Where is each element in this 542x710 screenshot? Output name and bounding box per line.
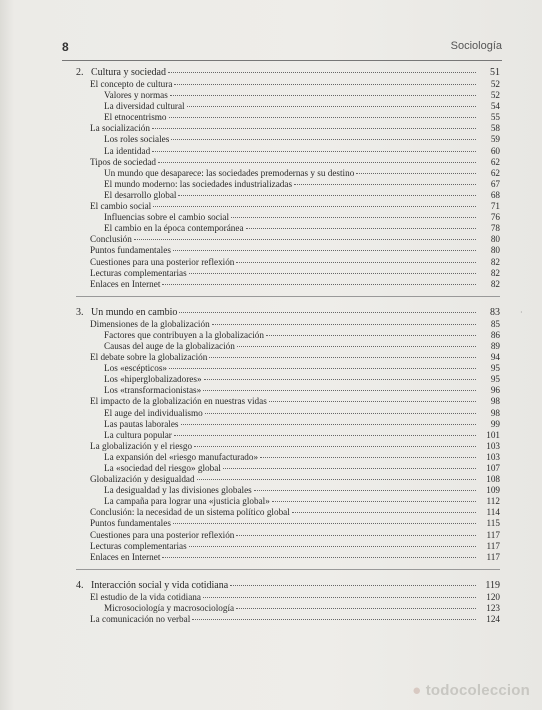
dot-leader [272, 501, 476, 502]
toc-entry-title: Cultura y sociedad [91, 67, 166, 78]
toc-entry [76, 614, 500, 625]
toc-entry-page: 54 [490, 101, 500, 112]
toc-entry-page: 117 [486, 551, 500, 562]
dot-leader [152, 128, 476, 129]
toc-entry-title: Interacción social y vida cotidiana [91, 579, 229, 591]
toc-entry-title: La expansión del «riesgo manufacturado» [104, 451, 259, 462]
toc-entry [76, 452, 500, 463]
dot-leader [189, 273, 476, 274]
toc-entry-title: El cambio social [90, 201, 152, 212]
toc-entry-page: 76 [490, 212, 500, 223]
toc-entry-title: Dimensiones de la globalización [90, 318, 210, 329]
page-number: 8 [62, 40, 69, 54]
dot-leader [231, 217, 476, 218]
toc-entry-page: 108 [486, 474, 500, 485]
toc-entry-page: 123 [486, 602, 500, 613]
toc-entry-title: Causas del auge de la globalización [104, 340, 235, 351]
dot-leader [236, 535, 476, 536]
toc-entry-page: 107 [486, 463, 500, 473]
toc-entry-page: 68 [490, 189, 500, 200]
dot-leader [181, 424, 477, 425]
toc-entry-page: 115 [486, 518, 500, 529]
margin-mark: · [520, 308, 523, 317]
dot-leader [209, 357, 476, 358]
dot-leader [192, 619, 476, 620]
toc-entry [76, 341, 500, 352]
toc-entry-page: 86 [490, 329, 500, 340]
toc-entry-title: Lecturas complementarias [90, 540, 187, 551]
toc-entry-title: Las pautas laborales [104, 418, 179, 429]
page-header [62, 40, 502, 58]
toc-entry [76, 485, 500, 496]
toc-entry [76, 430, 500, 441]
toc-entry-page: 83 [490, 306, 500, 318]
toc-entry [76, 212, 500, 223]
dot-leader [236, 608, 476, 609]
toc-entry-title: Factores que contribuyen a la globalización [104, 329, 264, 340]
toc-entry [76, 419, 500, 430]
toc-entry-title: Puntos fundamentales [90, 518, 171, 529]
toc-entry-page: 124 [486, 614, 500, 625]
toc-entry [76, 112, 500, 123]
toc-entry-page: 95 [490, 374, 500, 385]
chapter-number: 4. [76, 579, 84, 591]
watermark-logo: ● todocoleccion [412, 682, 530, 699]
toc-chapter-heading [76, 66, 500, 79]
toc-entry-title: Lecturas complementarias [90, 267, 187, 278]
toc-entry [76, 441, 500, 452]
dot-leader [223, 468, 476, 469]
toc-entry-title: El debate sobre la globalización [90, 352, 208, 363]
toc-entry-title: El etnocentrismo [104, 112, 167, 123]
toc-entry [76, 90, 500, 101]
toc-entry-title: Enlaces en Internet [90, 551, 161, 562]
toc-entry-page: 120 [486, 591, 500, 602]
toc-entry [76, 330, 500, 341]
dot-leader [152, 151, 476, 152]
dot-leader [197, 479, 476, 480]
toc-entry-title: La «sociedad del riesgo» global [104, 463, 221, 473]
toc-entry-page: 67 [490, 178, 500, 189]
toc-entry-page: 60 [490, 145, 500, 156]
toc-entry [76, 408, 500, 419]
dot-leader [205, 413, 476, 414]
toc-entry-title: La globalización y el riesgo [90, 440, 193, 451]
toc-entry [76, 245, 500, 256]
dot-leader [162, 284, 476, 285]
toc-entry-page: 55 [490, 112, 500, 123]
dot-leader [169, 368, 476, 369]
toc-entry-page: 85 [490, 318, 500, 329]
toc-chapter [76, 66, 500, 297]
toc-entry [76, 179, 500, 190]
toc-entry [76, 134, 500, 145]
toc-entry [76, 234, 500, 245]
toc-entry-title: La desigualdad y las divisiones globales [104, 485, 252, 496]
toc-entry-title: Puntos fundamentales [90, 245, 171, 256]
toc-entry-page: 82 [490, 267, 500, 278]
dot-leader [203, 597, 476, 598]
chapter-number: 3. [76, 306, 84, 318]
dot-leader [292, 512, 476, 513]
toc-chapter [76, 579, 500, 631]
toc-entry-page: 51 [490, 67, 500, 78]
toc-entry-page: 82 [490, 278, 500, 289]
toc-entry [76, 279, 500, 290]
dot-leader [179, 312, 476, 313]
dot-leader [246, 228, 476, 229]
dot-leader [153, 206, 476, 207]
toc-entry [76, 507, 500, 518]
toc-entry [76, 518, 500, 529]
toc-entry-title: El impacto de la globalización en nuestras vidas [90, 396, 267, 407]
toc-entry-title: Conclusión [90, 234, 132, 245]
toc-entry-title: Microsociología y macrosociología [104, 602, 235, 613]
toc-entry-page: 52 [490, 79, 500, 89]
toc-entry-title: Los «transformacionistas» [104, 385, 202, 396]
toc-entry [76, 168, 500, 179]
toc-entry-page: 101 [486, 429, 500, 440]
toc-entry [76, 123, 500, 134]
dot-leader [203, 390, 476, 391]
toc-entry-title: Tipos de sociedad [90, 156, 157, 167]
toc-entry-page: 98 [490, 407, 500, 418]
toc-entry-title: La identidad [104, 145, 151, 156]
toc-entry [76, 257, 500, 268]
toc-entry [76, 223, 500, 234]
toc-entry-title: La socialización [90, 123, 150, 134]
dot-leader [170, 95, 476, 96]
toc-entry [76, 352, 500, 363]
toc-entry-title: El auge del individualismo [104, 407, 203, 418]
toc-entry [76, 146, 500, 157]
dot-leader [230, 585, 476, 586]
toc-entry-page: 103 [486, 440, 500, 451]
toc-entry [76, 552, 500, 563]
toc-chapter-heading [76, 306, 500, 319]
toc-entry-page: 94 [490, 352, 500, 363]
table-of-contents [76, 66, 500, 640]
toc-entry-page: 58 [490, 123, 500, 134]
dot-leader [178, 195, 476, 196]
toc-entry-page: 80 [490, 245, 500, 256]
dot-leader [189, 546, 476, 547]
toc-entry [76, 496, 500, 507]
toc-entry [76, 79, 500, 90]
toc-chapter-heading [76, 579, 500, 592]
toc-entry-title: El cambio en la época contemporánea [104, 223, 244, 234]
toc-entry-page: 80 [490, 234, 500, 245]
toc-entry-title: Los «hiperglobalizadores» [104, 374, 202, 385]
dot-leader [187, 106, 476, 107]
chapter-number: 2. [76, 67, 84, 78]
dot-leader [294, 184, 476, 185]
toc-entry-title: La campaña para lograr una «justicia global» [104, 496, 270, 507]
toc-entry-title: Los roles sociales [104, 134, 170, 145]
running-head: Sociología [450, 40, 502, 52]
toc-entry-title: Un mundo que desaparece: las sociedades premodernas y su destino [104, 167, 355, 178]
toc-entry [76, 603, 500, 614]
toc-entry [76, 268, 500, 279]
toc-entry-page: 117 [486, 529, 500, 540]
toc-entry-title: Los «escépticos» [104, 363, 168, 374]
header-rule [62, 60, 502, 61]
dot-leader [171, 139, 476, 140]
toc-entry [76, 363, 500, 374]
toc-entry-page: 62 [490, 167, 500, 178]
toc-entry-title: La comunicación no verbal [90, 614, 191, 625]
toc-entry-page: 99 [490, 418, 500, 429]
toc-entry-page: 109 [486, 485, 500, 496]
dot-leader [169, 117, 476, 118]
dot-leader [254, 490, 476, 491]
toc-entry-page: 95 [490, 363, 500, 374]
dot-leader [260, 457, 476, 458]
dot-leader [212, 324, 476, 325]
toc-entry-page: 89 [490, 340, 500, 351]
toc-chapter [76, 306, 500, 570]
dot-leader [174, 84, 476, 85]
toc-entry-title: El estudio de la vida cotidiana [90, 591, 201, 602]
toc-entry [76, 530, 500, 541]
toc-entry-title: El concepto de cultura [90, 79, 173, 89]
toc-entry [76, 374, 500, 385]
toc-entry [76, 474, 500, 485]
dot-leader [237, 346, 476, 347]
dot-leader [173, 523, 476, 524]
toc-entry-page: 82 [490, 256, 500, 267]
toc-entry-title: Enlaces en Internet [90, 278, 161, 289]
toc-entry-title: La cultura popular [104, 429, 172, 440]
toc-entry-page: 117 [486, 540, 500, 551]
dot-leader [168, 72, 476, 73]
dot-leader [194, 446, 476, 447]
toc-entry-title: Cuestiones para una posterior reflexión [90, 529, 235, 540]
toc-entry-title: Conclusión: la necesidad de un sistema político global [90, 507, 290, 518]
toc-entry-title: Un mundo en cambio [91, 306, 178, 318]
toc-entry-page: 98 [490, 396, 500, 407]
toc-entry-title: El desarrollo global [104, 189, 177, 200]
toc-entry-page: 119 [485, 579, 500, 591]
toc-entry [76, 396, 500, 407]
toc-entry-page: 78 [490, 223, 500, 234]
toc-entry-title: La diversidad cultural [104, 101, 185, 112]
toc-entry-title: El mundo moderno: las sociedades industrializadas [104, 178, 293, 189]
toc-entry [76, 157, 500, 168]
dot-leader [173, 250, 476, 251]
dot-leader [266, 335, 476, 336]
toc-entry [76, 541, 500, 552]
toc-entry-page: 71 [490, 201, 500, 212]
toc-entry [76, 463, 500, 474]
toc-entry-page: 62 [490, 156, 500, 167]
dot-leader [236, 262, 476, 263]
toc-entry-page: 59 [490, 134, 500, 145]
dot-leader [134, 239, 476, 240]
dot-leader [174, 435, 476, 436]
toc-entry-title: Globalización y desigualdad [90, 474, 195, 485]
toc-entry-page: 114 [486, 507, 500, 518]
toc-entry [76, 190, 500, 201]
toc-entry [76, 592, 500, 603]
toc-entry [76, 201, 500, 212]
dot-leader [356, 173, 476, 174]
toc-entry-page: 52 [490, 90, 500, 101]
toc-entry-page: 103 [486, 451, 500, 462]
toc-entry [76, 101, 500, 112]
toc-entry-page: 112 [486, 496, 500, 507]
dot-leader [162, 557, 476, 558]
dot-leader [269, 401, 476, 402]
toc-entry-title: Valores y normas [104, 90, 168, 101]
toc-entry [76, 385, 500, 396]
dot-leader [204, 379, 476, 380]
toc-entry-title: Influencias sobre el cambio social [104, 212, 230, 223]
toc-entry-title: Cuestiones para una posterior reflexión [90, 256, 235, 267]
toc-entry [76, 319, 500, 330]
dot-leader [158, 162, 476, 163]
toc-entry-page: 96 [490, 385, 500, 396]
